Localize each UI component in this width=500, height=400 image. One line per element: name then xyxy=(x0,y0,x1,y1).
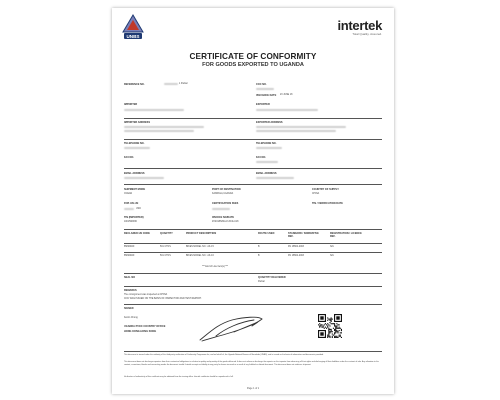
exporter-label: EXPORTER xyxy=(256,103,270,106)
issuance-date: 23 JUNE 18 xyxy=(280,94,293,96)
remarks-label: REMARKS xyxy=(124,289,137,292)
redacted-reference xyxy=(164,83,178,85)
tin-exporter-label: TIN / VERIFICATION DATE xyxy=(312,202,343,205)
redacted-exporter-fax xyxy=(256,161,278,163)
table-cell: BIKES MODEL NO.: AK-16 xyxy=(186,255,214,257)
country-supply: CHINA xyxy=(312,193,320,195)
signatory-name: Kelvin Chong xyxy=(124,317,138,319)
redacted-exporter-address xyxy=(256,126,346,128)
invoice-label: INVOICE NO/DATE xyxy=(212,216,235,219)
page-number: Page 1 of 1 xyxy=(246,387,260,390)
port-destination: KAMPALA,UGANDA xyxy=(212,193,234,195)
redacted-importer-email xyxy=(124,177,164,179)
cert-fees-label: CERTIFICATION FEES xyxy=(212,202,239,205)
divider xyxy=(124,304,382,305)
importer-fax-label: FAX NO. xyxy=(124,156,135,159)
redacted-exporter-email xyxy=(256,177,294,179)
table-header-quantity: QUANTITY xyxy=(160,232,173,235)
document-subtitle: FOR GOODS EXPORTED TO UGANDA xyxy=(202,62,304,68)
coc-no-label: COC NO. xyxy=(256,83,267,86)
intertek-logo xyxy=(337,18,382,36)
table-header-rule xyxy=(124,243,382,244)
redacted-importer-address xyxy=(124,126,204,128)
unbs-logo xyxy=(122,14,144,42)
tin-importer-value: 1001596936 xyxy=(124,221,137,223)
divider xyxy=(124,273,382,274)
table-cell: 85829029 xyxy=(124,246,135,248)
signatory-city: HONG KONG-HONG KONG xyxy=(124,330,157,333)
signed-label: SIGNED xyxy=(124,307,134,310)
signature xyxy=(196,310,266,346)
disclaimer-paragraph-1: This document is issued under the authority of the third-party verification of Conformity Programme for, and on behalf of, the Uganda National Bureau of Standards (UNBS), and is issued on the basis of information and documents provided. xyxy=(124,354,324,356)
importer-telephone-label: TELEPHONE NO. xyxy=(124,142,145,145)
table-end-note: *** End of Line Item(s) *** xyxy=(202,266,229,268)
redacted-coc xyxy=(256,88,274,90)
country-supply-label: COUNTRY OF SUPPLY xyxy=(312,188,339,191)
reference-no-label: REFERENCE NO. xyxy=(124,83,145,86)
importer-label: IMPORTER xyxy=(124,103,138,106)
shipment-mode: OCEAN xyxy=(124,193,133,195)
redacted-importer-telephone xyxy=(124,147,150,149)
remarks-line-1: The consignment was inspected at CHINA xyxy=(124,294,168,296)
table-header-standard: STANDARD / NORMATIVE REF. xyxy=(288,232,319,238)
brand-tagline: Total Quality. Assured. xyxy=(352,32,382,36)
redacted-cert-fees xyxy=(212,208,230,210)
table-cell: 85829029 xyxy=(124,255,135,257)
disclaimer-paragraph-3: Verification of authenticity of this certificate may be obtained from the issuing office. Intertek certificate should be reproduced in full. xyxy=(124,376,234,378)
table-cell: FN 18502-2003 xyxy=(288,255,304,257)
importer-email-label: EMAIL ADDRESS xyxy=(124,172,145,175)
exporter-fax-label: FAX NO. xyxy=(256,156,267,159)
divider xyxy=(124,351,382,352)
redacted-importer-address xyxy=(124,130,194,132)
exporter-address-label: EXPORTER ADDRESS xyxy=(256,121,283,124)
divider xyxy=(124,168,382,169)
unbs-logo-text: UNBS xyxy=(126,34,140,39)
table-cell: 501 CTNS xyxy=(160,255,171,257)
table-cell: N/A xyxy=(330,246,334,248)
qr-code xyxy=(318,314,342,338)
table-header-route: ROUTE USED xyxy=(258,232,275,235)
table-cell: BIKES MODEL NO.: AK-15 xyxy=(186,246,214,248)
redacted-exporter-telephone xyxy=(256,147,282,149)
divider xyxy=(124,139,382,140)
shipment-mode-label: SHIPMENT MODE xyxy=(124,188,146,191)
header xyxy=(112,8,394,48)
document-title: CERTIFICATE OF CONFORMITY xyxy=(189,52,317,61)
fob-value-label: FOB VALUE xyxy=(124,202,139,205)
redacted-fob-value xyxy=(124,208,134,210)
divider xyxy=(124,184,382,185)
table-row-rule xyxy=(124,252,382,253)
tin-importer-label: TIN (IMPORTER) xyxy=(124,216,144,219)
invoice-value: ZX2018S84A-8 26/Jun/18 xyxy=(212,221,239,223)
redacted-exporter xyxy=(256,109,318,111)
seal-no-label: SEAL NO xyxy=(124,276,136,279)
certificate-page xyxy=(112,8,394,394)
table-header-product: PRODUCT DESCRIPTION xyxy=(186,232,217,235)
table-cell: FN 18502-2003 xyxy=(288,246,304,248)
table-cell: B xyxy=(258,246,260,248)
redacted-importer xyxy=(124,109,184,111)
importer-address-label: IMPORTER ADDRESS xyxy=(124,121,151,124)
reference-no-suffix: 1 Partial xyxy=(179,83,188,85)
fob-value-currency: USD xyxy=(136,208,141,210)
divider xyxy=(124,118,382,119)
table-header-hs-code: DECLARED HS CODE xyxy=(124,232,150,235)
issuance-date-label: ISSUANCE DATE xyxy=(256,94,277,97)
brand-name: intertek xyxy=(337,18,382,33)
remarks-line-2: COC WAS ISSUED ON THE BASIS OF INSPECTION AND TEST REPORT. xyxy=(124,298,202,300)
table-top-rule xyxy=(124,229,382,230)
table-cell: N/A xyxy=(330,255,334,257)
qty-delivered: Partial xyxy=(258,281,265,283)
table-cell: 501 CTNS xyxy=(160,246,171,248)
qty-delivered-label: QUANTITY DELIVERED xyxy=(258,276,286,279)
divider xyxy=(124,286,382,287)
port-destination-label: PORT OF DESTINATION xyxy=(212,188,241,191)
signatory-office: UGANDA PVOC COUNTRY OFFICE xyxy=(124,325,166,328)
table-header-registration: REGISTRATION / LICENCE REF. xyxy=(330,232,362,238)
exporter-telephone-label: TELEPHONE NO. xyxy=(256,142,277,145)
disclaimer-paragraph-2: This document does not discharge exporters from their contractual obligations in relation to quality and quantity of the goods delivered. It does not relieve or discharge the exporter or the importer from observing all their rights and discharging all their liabilities under the contract of sale. Any alteration to the content, corrections, blanks and overwriting render the document invalid. Intertek accepts no liability to any party for losses incurred as a result of any falsified or altered document. This document does not evidence shipment. xyxy=(124,361,379,366)
redacted-exporter-address xyxy=(256,130,336,132)
exporter-email-label: EMAIL ADDRESS xyxy=(256,172,277,175)
table-cell: B xyxy=(258,255,260,257)
